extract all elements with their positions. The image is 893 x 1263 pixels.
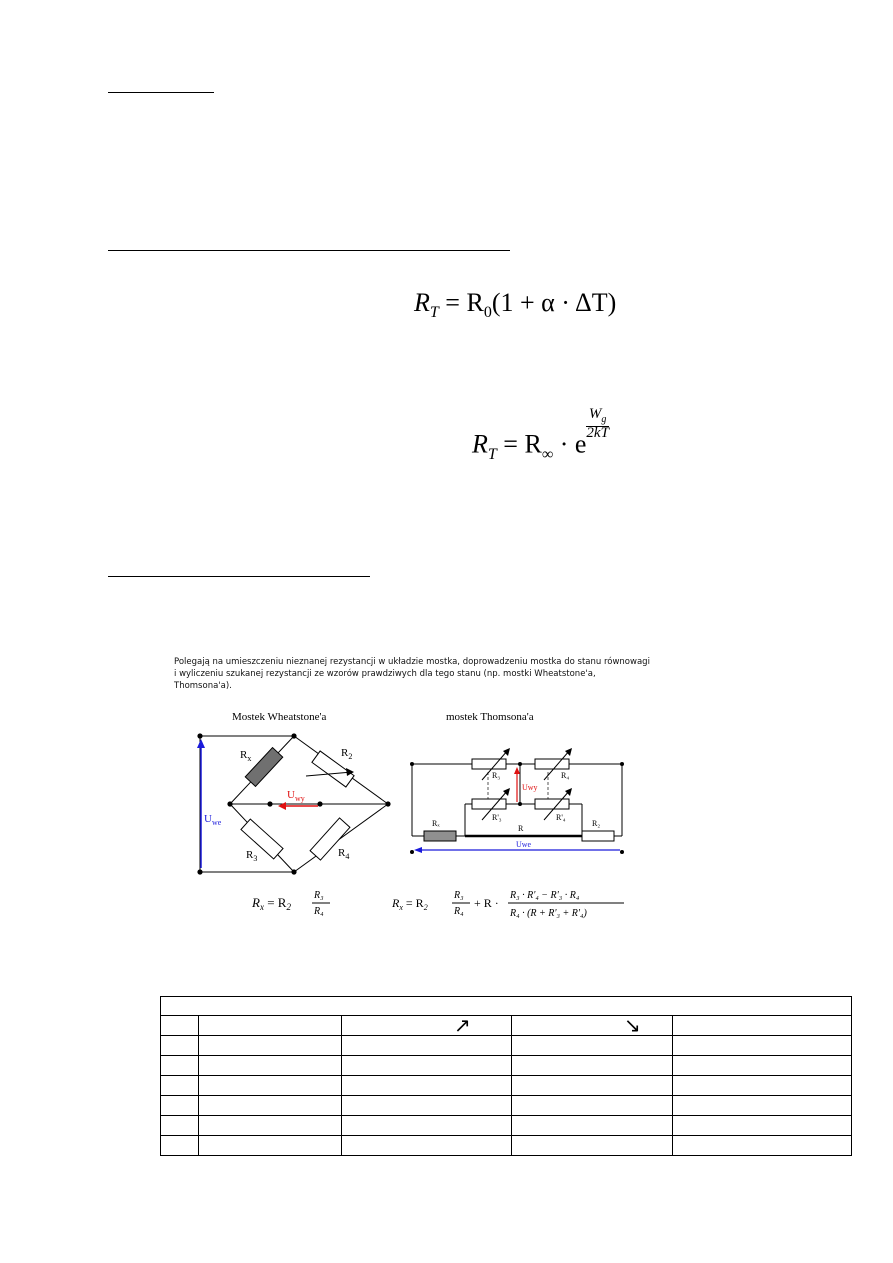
table-cell[interactable] [673, 1036, 852, 1056]
table-row [161, 1076, 852, 1096]
table-row [161, 1036, 852, 1056]
table-cell[interactable] [161, 1016, 199, 1036]
table-cell-cooling[interactable] [512, 1013, 673, 1037]
table-cell[interactable] [199, 1096, 342, 1116]
thomson-resistor-r2 [582, 831, 614, 841]
table-cell[interactable] [161, 1076, 199, 1096]
thomson-resistor-r3p [472, 799, 506, 809]
thomson-label-r3: R₃ [492, 771, 501, 780]
table-cell[interactable] [342, 1076, 512, 1096]
table-row [161, 1136, 852, 1156]
measurement-table [160, 996, 852, 1156]
wheatstone-balance-formula [251, 890, 330, 917]
table-cell[interactable] [161, 1056, 199, 1076]
table-cell[interactable] [512, 1056, 673, 1076]
arrow-down-icon: ↘ [624, 1013, 641, 1037]
table-header-row [161, 1016, 852, 1036]
thomson-resistor-r4p [535, 799, 569, 809]
table-cell[interactable] [673, 1116, 852, 1136]
table-cell[interactable] [161, 1096, 199, 1116]
table-cell[interactable] [512, 1116, 673, 1136]
table-cell[interactable] [342, 1056, 512, 1076]
table-cell-heating[interactable] [342, 1013, 512, 1037]
thomson-resistor-r3 [472, 759, 506, 769]
table-cell[interactable] [161, 1036, 199, 1056]
wheatstone-label-rx: $R_x$ [240, 749, 252, 763]
wheatstone-label-r3: $R_3$ [246, 849, 258, 863]
table-title-cell[interactable] [161, 997, 852, 1016]
svg-text:+ R ·: + R · [474, 896, 499, 910]
formula-linear-resistance: $R_T = R_0(1 + \alpha \cdot \Delta T)$ [414, 288, 617, 322]
svg-text:R₃ · R'₄ − R'₃ · R₄: R₃ · R'₄ − R'₃ · R₄ [510, 890, 580, 901]
thomson-label-r2: R₂ [592, 819, 601, 828]
table-cell[interactable] [161, 1116, 199, 1136]
table-row [161, 1056, 852, 1076]
thomson-label-r4: R₄ [561, 771, 570, 780]
table-cell[interactable] [673, 1016, 852, 1036]
table-cell[interactable] [512, 1136, 673, 1156]
bridge-method-description: Polegają na umieszczeniu nieznanej rezystancji w układzie mostka, doprowadzeniu mostka do stanu równowagi i wyliczeniu szukanej rezystancji ze wzorów prawdziwych dla tego stanu (np. mostki Wheatstone'a, Thomsona'a). [174, 657, 650, 691]
thomson-label-uwe: Uwe [516, 840, 532, 849]
table-cell[interactable] [199, 1016, 342, 1036]
table-cell[interactable] [342, 1096, 512, 1116]
arrow-up-icon: ↗ [454, 1013, 471, 1037]
table-row [161, 1096, 852, 1116]
svg-text:R₃: R₃ [314, 890, 324, 901]
thomson-label-r3p: R'₃ [492, 813, 502, 822]
table-cell[interactable] [673, 1136, 852, 1156]
thomson-balance-formula [391, 890, 624, 919]
table-cell[interactable] [199, 1136, 342, 1156]
wheatstone-label-r2: $R_2$ [341, 747, 353, 761]
table-cell[interactable] [199, 1036, 342, 1056]
thomson-label-r: R [518, 824, 524, 833]
table-cell[interactable] [342, 1036, 512, 1056]
table-row [161, 1116, 852, 1136]
table-cell[interactable] [673, 1076, 852, 1096]
thomson-label-r4p: R'₄ [556, 813, 566, 822]
table-cell[interactable] [512, 1076, 673, 1096]
wheatstone-label-uwy: $U_{wy}$ [287, 789, 305, 803]
table-cell[interactable] [161, 1136, 199, 1156]
thomson-label-uwy: Uwy [522, 783, 538, 792]
thomson-resistor-rx [424, 831, 456, 841]
thomson-title: mostek Thomsona'a [446, 711, 534, 723]
thomson-resistor-r4 [535, 759, 569, 769]
table-cell[interactable] [673, 1096, 852, 1116]
svg-text:Rx = R2: $R_x = R_2$ [392, 896, 428, 912]
table-cell[interactable] [199, 1116, 342, 1136]
table-cell[interactable] [199, 1056, 342, 1076]
table-cell[interactable] [199, 1076, 342, 1096]
table-cell[interactable] [512, 1096, 673, 1116]
svg-text:Rx = R2: $R_x = R_2$ [252, 895, 291, 912]
table-cell[interactable] [342, 1116, 512, 1136]
table-cell[interactable] [342, 1136, 512, 1156]
svg-text:R₄ · (R + R'₃ + R'₄): R₄ · (R + R'₃ + R'₄) [510, 908, 587, 919]
formula-exponential-resistance: $R_T = R_\infty \cdot e$ $^{\frac{W_g}{2kT}}$ [472, 406, 609, 463]
wheatstone-label-uwe: $U_{we}$ [204, 813, 222, 827]
wheatstone-label-r4: $R_4$ [338, 847, 350, 861]
thomson-label-rx: Rₓ [432, 819, 440, 828]
table-cell[interactable] [673, 1056, 852, 1076]
table-cell[interactable] [512, 1036, 673, 1056]
svg-text:R₃: R₃ [454, 890, 464, 901]
svg-text:R₄: R₄ [454, 906, 464, 917]
table-title-row [161, 997, 852, 1016]
svg-text:R₄: R₄ [314, 906, 324, 917]
wheatstone-title: Mostek Wheatstone'a [232, 711, 327, 723]
